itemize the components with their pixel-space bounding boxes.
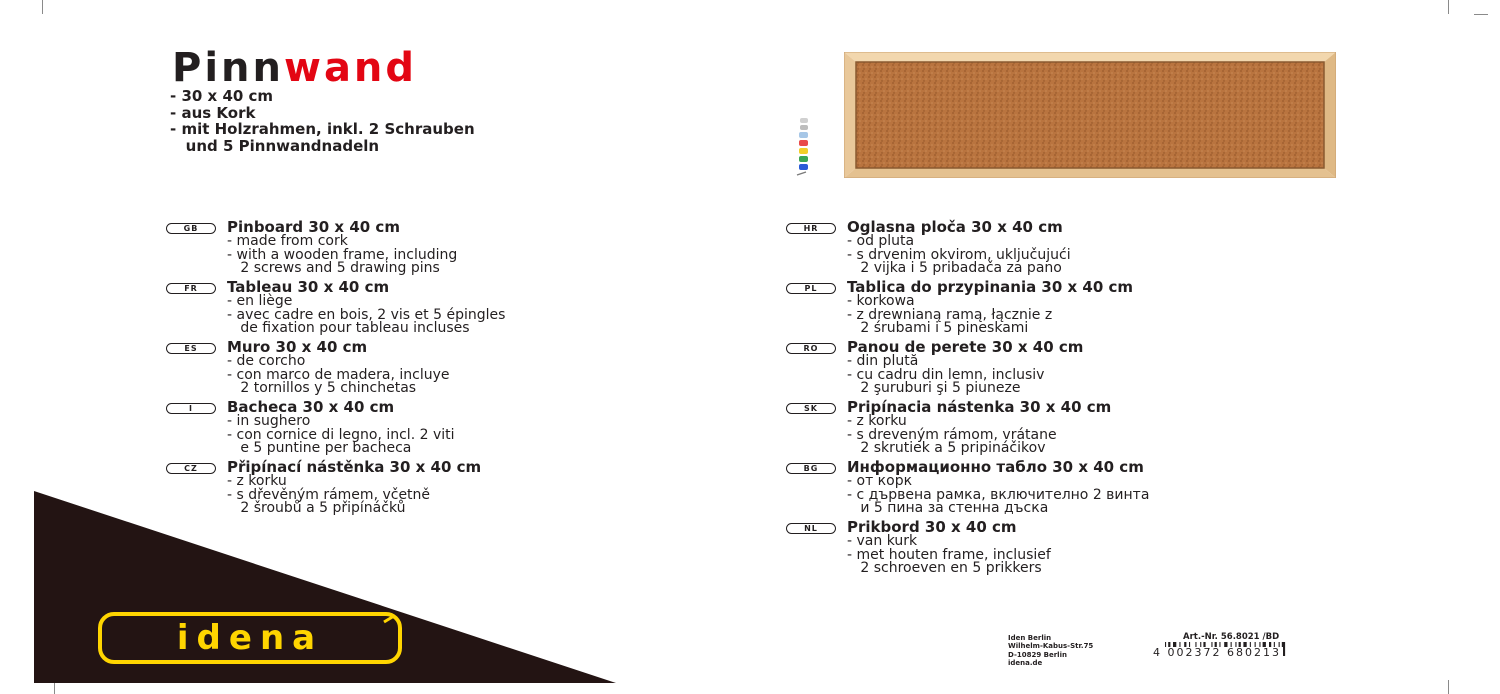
address-line: Wilhelm-Kabus-Str.75 [1008, 642, 1094, 651]
feature-line: - con marco de madera, incluye [227, 366, 450, 383]
country-code-badge: NL [786, 523, 836, 534]
feature-line: 2 skrutiek a 5 pripináčikov [847, 440, 1046, 456]
language-heading: Tablica do przypinania 30 x 40 cm [847, 278, 1134, 296]
feature-line: - s drvenim okvirom, uključujući [847, 246, 1071, 263]
feature-line: - din plută [847, 353, 919, 369]
country-code-badge: I [166, 403, 216, 414]
feature-line: - avec cadre en bois, 2 vis et 5 épingles [227, 306, 506, 323]
feature-line: и 5 пина за стенна дъска [847, 500, 1049, 516]
intro-line: - 30 x 40 cm [170, 87, 274, 105]
feature-line: - with a wooden frame, including [227, 246, 458, 263]
feature-line: 2 śrubami i 5 pineskami [847, 320, 1029, 336]
address-line: idena.de [1008, 658, 1043, 667]
country-code-badge: BG [786, 463, 836, 474]
intro-line: - mit Holzrahmen, inkl. 2 Schrauben [170, 120, 475, 138]
feature-line: 2 şuruburi şi 5 piuneze [847, 380, 1021, 396]
country-code-badge: CZ [166, 463, 216, 474]
language-heading: Pinboard 30 x 40 cm [227, 218, 400, 236]
feature-line: 2 schroeven en 5 prikkers [847, 560, 1042, 576]
feature-line: 2 vijka i 5 pribadača za pano [847, 260, 1062, 276]
feature-line: 2 tornillos y 5 chinchetas [227, 380, 417, 396]
feature-line: - s dřevěným rámem, včetně [227, 486, 431, 503]
article-number: Art.-Nr. 56.8021 /BD [1183, 632, 1280, 642]
intro-line: - aus Kork [170, 103, 256, 122]
language-heading: Информационно табло 30 x 40 cm [847, 458, 1144, 476]
feature-line: - od pluta [847, 233, 915, 249]
country-code-badge: SK [786, 403, 836, 414]
idena-logo [98, 612, 402, 664]
feature-line: - korkowa [847, 293, 915, 309]
company-address [1008, 634, 1093, 667]
country-code-badge: FR [166, 283, 216, 294]
feature-line: - made from cork [227, 233, 348, 249]
feature-line: - z korku [847, 413, 907, 429]
feature-line: - от корк [847, 473, 913, 489]
feature-line: - s dreveným rámom, vrátane [847, 426, 1057, 443]
country-code-badge: GB [166, 223, 216, 234]
address-line: Iden Berlin [1008, 634, 1052, 642]
language-heading: Prikbord 30 x 40 cm [847, 518, 1017, 536]
feature-line: - con cornice di legno, incl. 2 viti [227, 426, 455, 443]
feature-line: - с дървена рамка, включително 2 винта [847, 486, 1150, 503]
language-heading: Připínací nástěnka 30 x 40 cm [227, 458, 482, 476]
intro-line: und 5 Pinnwandnadeln [170, 136, 380, 155]
country-code-badge: RO [786, 343, 836, 354]
country-code-badge: HR [786, 223, 836, 234]
language-heading: Pripínacia nástenka 30 x 40 cm [847, 398, 1112, 416]
language-heading: Bacheca 30 x 40 cm [227, 398, 395, 416]
feature-line: e 5 puntine per bacheca [227, 440, 412, 456]
feature-line: de fixation pour tableau incluses [227, 320, 470, 336]
address-line: D-10829 Berlin [1008, 650, 1067, 659]
title-part-dark: Pinn [172, 45, 284, 91]
language-heading: Tableau 30 x 40 cm [227, 278, 390, 296]
feature-line: - met houten frame, inclusief [847, 546, 1051, 563]
feature-line: 2 šroubů a 5 připínáčků [227, 500, 406, 516]
title-part-accent: wand [283, 45, 418, 91]
logo-text: idena [176, 618, 324, 658]
ean-number: 4 002372 680213 [1153, 646, 1281, 659]
language-heading: Oglasna ploča 30 x 40 cm [847, 218, 1063, 236]
feature-line: - z drewnianą ramą, łącznie z [847, 306, 1053, 323]
feature-line: - van kurk [847, 533, 918, 549]
country-code-badge: PL [786, 283, 836, 294]
feature-line: - cu cadru din lemn, inclusiv [847, 366, 1045, 383]
feature-line: - de corcho [227, 353, 306, 369]
feature-line: - en liège [227, 293, 293, 309]
country-code-badge: ES [166, 343, 216, 354]
feature-line: - z korku [227, 473, 287, 489]
feature-line: 2 screws and 5 drawing pins [227, 260, 440, 276]
feature-line: - in sughero [227, 413, 311, 429]
language-heading: Panou de perete 30 x 40 cm [847, 338, 1084, 356]
language-heading: Muro 30 x 40 cm [227, 338, 368, 356]
